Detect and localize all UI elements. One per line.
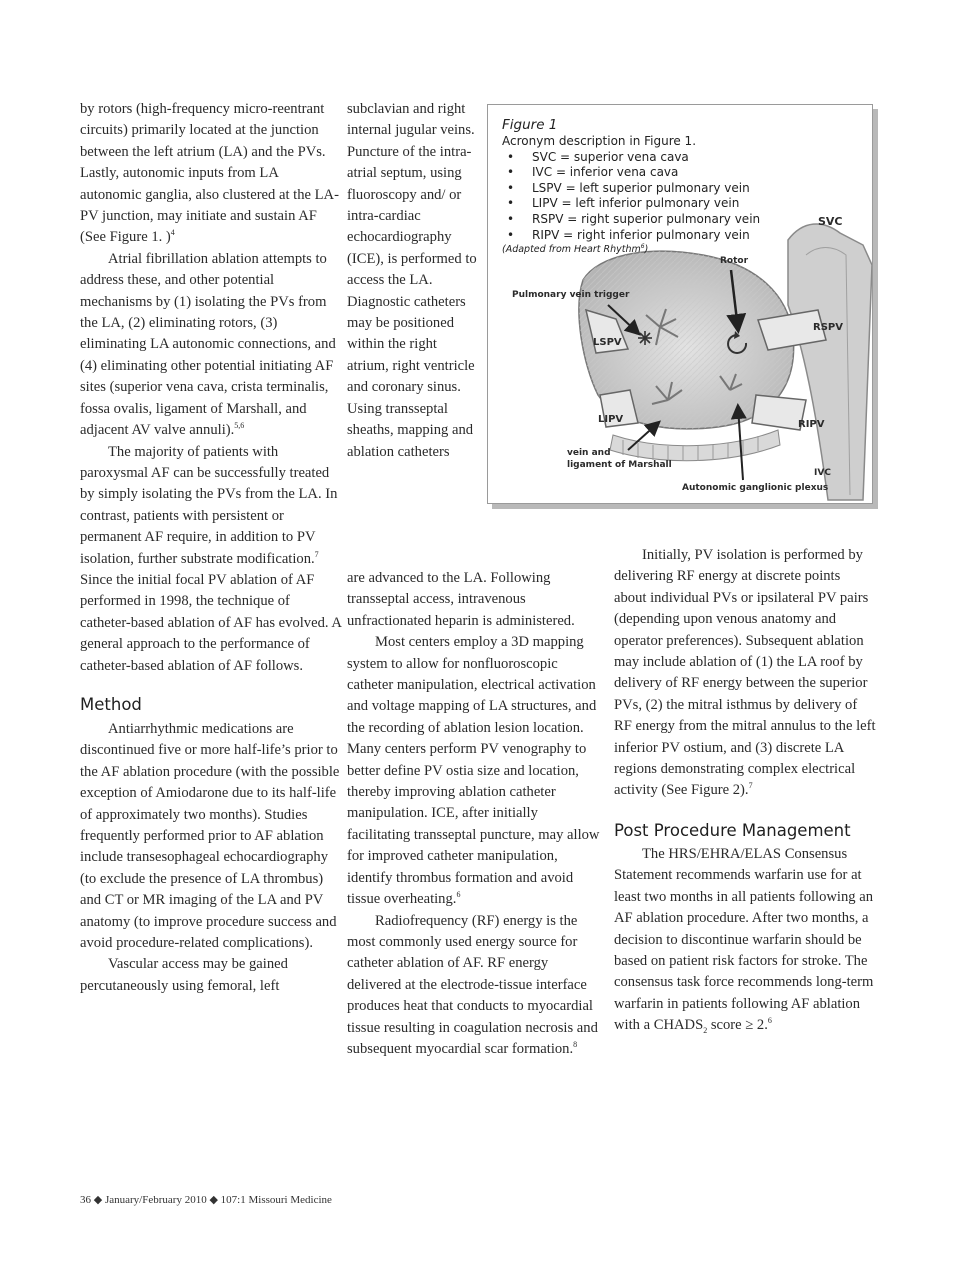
list-item: • IVC = inferior vena cava xyxy=(502,165,760,181)
label-pv-trigger: Pulmonary vein trigger xyxy=(512,290,630,300)
citation-ref: 6 xyxy=(456,890,461,900)
paragraph: Radiofrequency (RF) energy is the most commonly used energy source for catheter ablation of AF. RF energy delivered at the electrode-tissue interface produces heat that conducts to myocardial tissue resulting in coagulation necrosis and subsequent myocardial scar formation.$^8$ xyxy=(347,912,598,1057)
citation-ref: 7 xyxy=(748,781,753,791)
svc-vessel xyxy=(788,224,872,500)
list-item: • SVC = superior vena cava xyxy=(502,150,760,166)
paragraph: Initially, PV isolation is performed by delivering RF energy at discrete points about individual PVs or ipsilateral PV pairs (depending upon venous anatomy and operator preferences). Subsequent ablation may include ablation of (1) the LA roof by delivery of RF energy between the superior PVs, (2) the mitral isthmus by delivery of RF energy from the mitral annulus to the left inferior PV ostium, and (3) discrete LA regions demonstrating complex electrical activity (See Figure 2).$^7$ xyxy=(614,547,876,799)
citation-ref: 8 xyxy=(573,1039,578,1049)
label-ivc: IVC xyxy=(814,468,831,478)
label-ripv: RIPV xyxy=(798,419,825,430)
citation-ref: 7 xyxy=(314,549,319,559)
citation-ref: 4 xyxy=(170,228,175,238)
label-vein-line-2: ligament of Marshall xyxy=(567,460,672,470)
section-heading-post-procedure: Post Procedure Management xyxy=(614,820,851,840)
label-ganglionic-plexus: Autonomic ganglionic plexus xyxy=(682,483,829,493)
figure-title: Figure 1 xyxy=(502,117,558,133)
figure-1 xyxy=(487,104,873,504)
label-rspv: RSPV xyxy=(813,322,843,333)
paragraph: by rotors (high-frequency micro-reentrant circuits) primarily located at the junction between the left atrium (LA) and the PVs. Lastly, autonomic inputs from LA autonomic ganglia, also clustered at the LA-PV junction, may initiate and sustain AF (See Figure 1. )$^4$ xyxy=(80,101,339,246)
list-item: • LIPV = left inferior pulmonary vein xyxy=(502,196,760,212)
paragraph: Vascular access may be gained percutaneously using femoral, left xyxy=(80,956,288,994)
paragraph: are advanced to the LA. Following transseptal access, intravenous unfractionated heparin is administered. xyxy=(347,570,575,629)
page-footer xyxy=(80,1193,332,1206)
trigger-star xyxy=(638,331,652,345)
citation-ref: 5,6 xyxy=(234,421,245,431)
figure-source: (Adapted from Heart Rhythm$^6$) xyxy=(502,243,649,256)
subscript: 2 xyxy=(703,1026,708,1036)
label-lipv: LIPV xyxy=(598,414,624,425)
list-item: • LSPV = left superior pulmonary vein xyxy=(502,181,760,197)
paragraph: The majority of patients with paroxysmal AF can be successfully treated by simply isolating the PVs from the LA. In contrast, patients with persistent or permanent AF require, in addition to PV isolation, further substrate modification.$^7$ Since the initial focal PV ablation of AF performed in 1998, the technique of catheter-based ablation of AF has evolved. A general approach to the performance of catheter-based ablation of AF follows. xyxy=(80,443,342,674)
label-lspv: LSPV xyxy=(593,337,622,348)
text-column-3 xyxy=(614,545,876,1037)
issue-date: January/February 2010 xyxy=(104,1194,207,1206)
list-item: • RSPV = right superior pulmonary vein xyxy=(502,212,760,228)
diamond-icon: ◆ xyxy=(93,1194,103,1206)
text-column-1 xyxy=(80,99,342,997)
text-column-2-bottom xyxy=(347,568,601,1060)
figure-subtitle: Acronym description in Figure 1. xyxy=(502,134,697,148)
ligament-of-marshall xyxy=(610,430,780,461)
paragraph: subclavian and right internal jugular veins. Puncture of the intra-atrial septum, using fluoroscopy and/ or intra-cardiac echocardiography (ICE), is performed to access the LA. Diagnostic catheters may be positioned within the right atrium, right ventricle and coronary sinus. Using transseptal sheaths, mapping and ablation catheters xyxy=(347,101,477,460)
label-vein-line-1: vein and xyxy=(567,448,611,458)
journal-volume: 107:1 Missouri Medicine xyxy=(220,1194,332,1206)
section-heading-method: Method xyxy=(80,694,142,714)
label-rotor: Rotor xyxy=(720,256,749,266)
diamond-icon: ◆ xyxy=(209,1194,218,1206)
paragraph: Most centers employ a 3D mapping system to allow for nonfluoroscopic catheter manipulation, electrical activation and voltage mapping of LA structures, and the recording of ablation lesion location. Many centers perform PV venography to better define PV ostia size and location, thereby improving ablation catheter manipulation. ICE, after initially facilitating transseptal puncture, may allow for improved catheter manipulation, identify thrombus formation and avoid tissue overheating.$^6$ xyxy=(347,634,600,908)
list-item: • RIPV = right inferior pulmonary vein xyxy=(502,228,760,244)
page-number: 36 xyxy=(80,1194,91,1206)
acronym-list xyxy=(502,150,760,244)
paragraph: Antiarrhythmic medications are discontinued five or more half-life’s prior to the AF ablation procedure (with the possible exception of Amiodarone due to its half-life of approximately two months). Studies frequently performed prior to AF ablation include transesophageal echocardiography (to exclude the presence of LA thrombus) and CT or MR imaging of the LA and PV anatomy (to improve procedure success and avoid procedure-related complications). xyxy=(80,720,340,952)
paragraph: Atrial fibrillation ablation attempts to address these, and other potential mechanisms by (1) isolating the PVs from the LA, (2) eliminating rotors, (3) eliminating LA autonomic connections, and (4) eliminating other potential initiating AF sites (superior vena cava, crista terminalis, fossa ovalis, ligament of Marshall, and adjacent AV valve annuli).$^{5,6}$ xyxy=(80,250,336,439)
text-column-2-top xyxy=(347,99,482,463)
citation-ref: 6 xyxy=(640,243,645,251)
paragraph: The HRS/EHRA/ELAS Consensus Statement recommends warfarin use for at least two months in all patients following an AF ablation procedure. After two months, a decision to discontinue warfarin should be based on patient risk factors for stroke. The consensus task force recommends long-term warfarin in patients following AF ablation with a $CHADS_2$ score ≥ 2.$^6$ xyxy=(614,845,874,1036)
citation-ref: 6 xyxy=(767,1016,772,1026)
figure-caption xyxy=(502,116,760,256)
label-svc: SVC xyxy=(818,215,843,228)
